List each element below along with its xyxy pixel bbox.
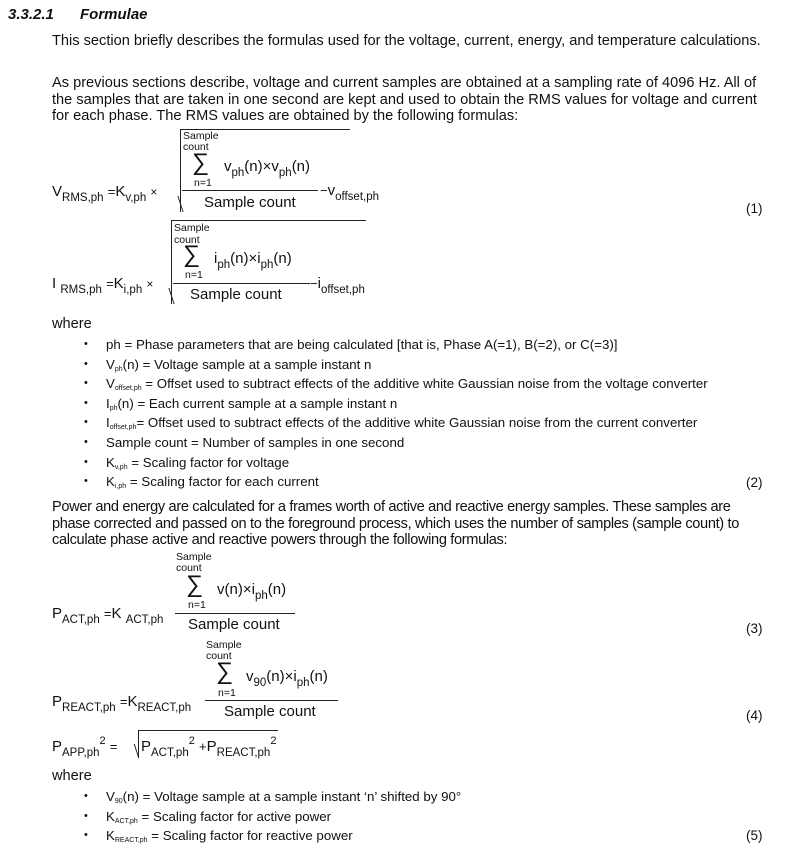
- sqrt-bar: [171, 220, 366, 221]
- def-symbol: I: [106, 395, 110, 411]
- def-text: ph = Phase parameters that are being calculated [that is, Phase A(=1), B(=2), or C(=3)]: [106, 337, 618, 352]
- denominator: Sample count: [190, 286, 282, 303]
- term-sub: ACT,ph: [151, 747, 189, 759]
- times-sign: ×: [146, 277, 154, 291]
- bullet-icon: •: [84, 396, 88, 409]
- term-sub: ph: [260, 259, 274, 271]
- sqrt-symbol: [138, 731, 139, 758]
- sum-lower-label: n=1: [188, 599, 206, 611]
- equals-sign: =: [109, 739, 118, 754]
- kreact-symbol: K: [127, 693, 138, 710]
- bullet-icon: •: [84, 809, 88, 822]
- term-sub: ph: [217, 259, 231, 271]
- sigma-icon: ∑: [183, 241, 201, 268]
- kreact-subscript: REACT,ph: [137, 702, 192, 714]
- intro-paragraph: This section briefly describes the formulas used for the voltage, current, energy, and temperature calculations.: [52, 33, 761, 49]
- sum-lower-label: n=1: [218, 687, 236, 699]
- minus-sign: −: [320, 183, 328, 198]
- sigma-icon: ∑: [216, 658, 234, 685]
- denominator: Sample count: [204, 194, 296, 211]
- def-subscript: offset,ph: [109, 424, 137, 432]
- equation-number-5: (5): [746, 828, 763, 843]
- bullet-icon: •: [84, 790, 88, 802]
- sigma-icon: ∑: [186, 571, 204, 598]
- def-subscript: ACT,ph: [114, 817, 138, 825]
- term: i: [257, 250, 261, 267]
- sum-lower-label: n=1: [185, 269, 203, 281]
- term: v: [271, 158, 279, 175]
- term: P: [141, 738, 152, 755]
- def-text: = Scaling factor for reactive power: [147, 828, 353, 844]
- bullet-icon: •: [84, 416, 88, 429]
- def-symbol: I: [106, 415, 110, 431]
- denominator: Sample count: [188, 616, 280, 633]
- fraction-bar: [173, 283, 310, 284]
- term: v: [224, 158, 232, 175]
- def-symbol: K: [106, 808, 115, 824]
- numerator: (n): [267, 581, 287, 598]
- def-subscript: ph: [114, 365, 123, 373]
- section-number: 3.3.2.1: [8, 6, 54, 23]
- def-symbol: K: [106, 474, 115, 490]
- def-text: = Scaling factor for voltage: [127, 454, 290, 470]
- bullet-icon: •: [84, 338, 88, 350]
- kact-symbol: K: [111, 605, 122, 622]
- sum-upper-label: Sample: [176, 551, 212, 563]
- def-symbol: V: [106, 376, 115, 392]
- term-sup: 2: [270, 735, 277, 747]
- irms-subscript: RMS,ph: [60, 284, 102, 296]
- kv-subscript: v,ph: [125, 192, 147, 204]
- def-text: = Scaling factor for active power: [137, 808, 332, 824]
- ki-subscript: i,ph: [123, 284, 143, 296]
- bullet-icon: •: [84, 377, 88, 390]
- numerator: v: [246, 668, 254, 685]
- offset-symbol: v: [327, 182, 336, 199]
- term: (n): [291, 158, 311, 175]
- sum-lower-label: n=1: [194, 177, 212, 189]
- sum-upper-label: count: [183, 141, 209, 153]
- def-symbol: K: [106, 828, 115, 844]
- plus-sign: +: [199, 739, 207, 754]
- def-symbol: K: [106, 454, 115, 470]
- sigma-icon: ∑: [192, 149, 210, 176]
- def-subscript: REACT,ph: [114, 837, 148, 845]
- offset-symbol: i: [317, 275, 321, 292]
- bullet-icon: •: [84, 357, 88, 370]
- sqrt-symbol: [171, 221, 172, 304]
- def-subscript: 90: [114, 798, 123, 805]
- ki-symbol: K: [113, 275, 124, 292]
- def-text: = Scaling factor for each current: [126, 474, 319, 490]
- def-subscript: ph: [109, 404, 118, 412]
- papp-symbol: P: [52, 738, 63, 755]
- def-text: = Offset used to subtract effects of the additive white Gaussian noise from the voltage converter: [141, 376, 708, 392]
- def-text: (n) = Voltage sample at a sample instant n: [122, 356, 372, 372]
- numerator-sub: ph: [254, 590, 268, 602]
- power-intro-paragraph: Power and energy are calculated for a frames worth of active and reactive energy samples. These samples are phase corrected and passed on to the foreground process, which uses the number of samples (sample count) to calculate phase active and reactive powers through the following formulas:: [52, 499, 739, 548]
- times-sign: ×: [150, 185, 158, 199]
- pact-symbol: P: [52, 605, 63, 622]
- term-sub: REACT,ph: [216, 747, 271, 759]
- numerator: v(n)×i: [217, 581, 255, 598]
- papp-superscript: 2: [99, 735, 106, 747]
- def-symbol: V: [106, 356, 115, 372]
- equation-number-1: (1): [746, 201, 763, 216]
- offset-subscript: offset,ph: [320, 284, 365, 296]
- sqrt-hook: [161, 288, 174, 304]
- fraction-bar: [175, 613, 295, 614]
- def-text: (n) = Voltage sample at a sample instant ‘n’ shifted by 90°: [122, 789, 462, 804]
- term: (n): [273, 250, 292, 267]
- term-sub: ph: [231, 167, 245, 179]
- sum-upper-label: Sample: [174, 222, 210, 234]
- numerator-sub: ph: [296, 677, 310, 689]
- term: (n)×: [230, 250, 258, 267]
- vrms-subscript: RMS,ph: [62, 192, 104, 204]
- term-sub: ph: [278, 167, 292, 179]
- irms-symbol: I: [52, 275, 57, 292]
- equation-number-3: (3): [746, 621, 763, 636]
- preact-symbol: P: [52, 693, 63, 710]
- sum-upper-label: count: [206, 650, 232, 662]
- preact-subscript: REACT,ph: [62, 702, 116, 714]
- where-label: where: [52, 316, 92, 332]
- def-subscript: i,ph: [114, 483, 127, 491]
- fraction-bar: [205, 700, 338, 701]
- rms-intro-paragraph: As previous sections describe, voltage and current samples are obtained at a sampling rate of 4096 Hz. All of the samples that are taken in one second are kept and used to obtain the RMS values for voltage and current for each phase. The RMS values are obtained by the following formulas:: [52, 75, 757, 124]
- where-label: where: [52, 768, 92, 784]
- section-heading: [8, 6, 148, 23]
- def-text: = Offset used to subtract effects of the additive white Gaussian noise from the current converter: [136, 415, 698, 431]
- vrms-symbol: V: [52, 183, 63, 200]
- bullet-icon: •: [84, 829, 88, 842]
- term: P: [206, 738, 217, 755]
- sqrt-hook: [170, 196, 183, 212]
- def-symbol: V: [106, 789, 115, 804]
- minus-sign: −: [310, 276, 318, 291]
- sqrt-bar: [138, 730, 278, 731]
- term: i: [214, 250, 218, 267]
- bullet-icon: •: [84, 435, 88, 448]
- bullet-icon: •: [84, 455, 88, 468]
- papp-subscript: APP,ph: [62, 747, 100, 759]
- sum-upper-label: Sample: [183, 130, 219, 142]
- sum-upper-label: Sample: [206, 639, 242, 651]
- kact-subscript: ACT,ph: [125, 614, 164, 626]
- equation-number-4: (4): [746, 708, 763, 723]
- offset-subscript: offset,ph: [335, 191, 379, 203]
- pact-subscript: ACT,ph: [62, 614, 100, 626]
- def-subscript: v,ph: [114, 463, 128, 471]
- denominator: Sample count: [224, 703, 316, 720]
- sum-upper-label: count: [174, 234, 200, 246]
- bullet-icon: •: [84, 475, 88, 488]
- fraction-bar: [182, 190, 318, 191]
- term: (n)×: [244, 158, 272, 175]
- sqrt-symbol: [180, 130, 181, 212]
- equation-number-2: (2): [746, 475, 763, 490]
- numerator-sub: 90: [253, 677, 267, 689]
- numerator: (n)×i: [266, 668, 297, 685]
- term-sup: 2: [188, 735, 195, 747]
- kv-symbol: K: [115, 183, 126, 200]
- sum-upper-label: count: [176, 562, 202, 574]
- def-subscript: offset,ph: [114, 385, 142, 393]
- def-text: (n) = Each current sample at a sample instant n: [117, 395, 398, 411]
- numerator: (n): [309, 668, 328, 685]
- def-text: Sample count = Number of samples in one second: [106, 434, 405, 450]
- section-title: Formulae: [80, 6, 148, 23]
